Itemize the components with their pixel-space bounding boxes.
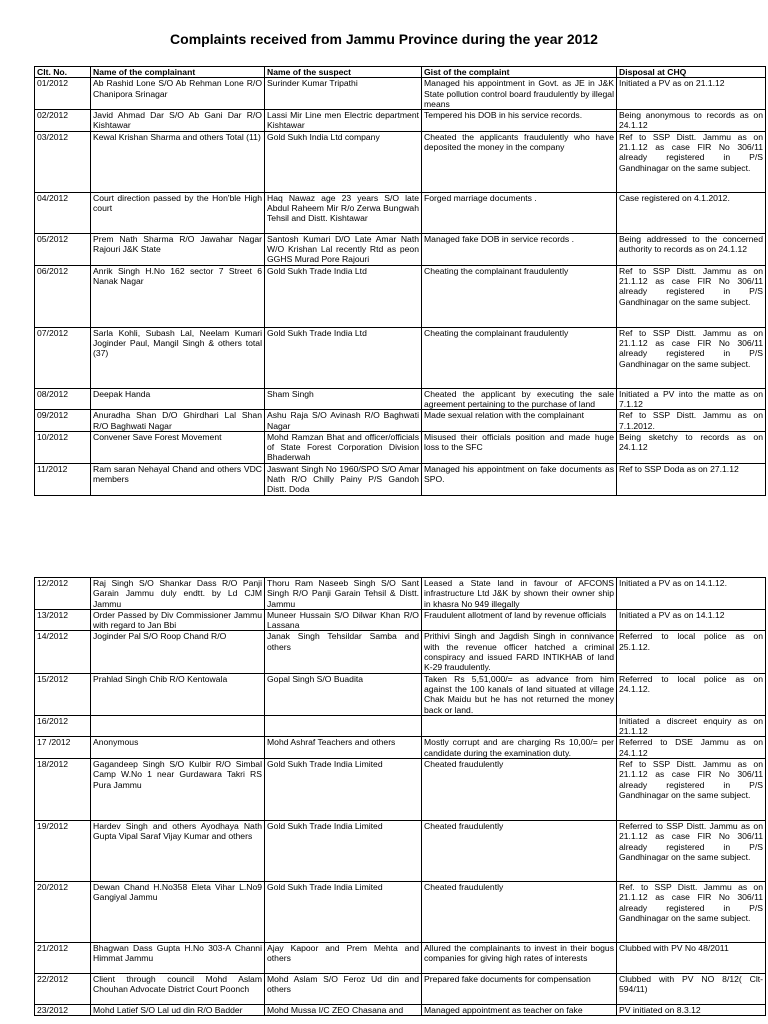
- cell-suspect: Haq Nawaz age 23 years S/O late Abdul Raheem Mir R/o Zerwa Bungwah Tehsil and Distt. Kishtawar: [265, 192, 422, 233]
- cell-clt-no: 09/2012: [35, 410, 91, 432]
- cell-complainant: [91, 715, 265, 737]
- cell-clt-no: 01/2012: [35, 78, 91, 110]
- table-row: [35, 431, 766, 463]
- cell-disposal: Initiated a PV into the matte as on 7.1.12: [617, 388, 766, 410]
- cell-suspect: Ashu Raja S/O Avinash R/O Baghwati Nagar: [265, 410, 422, 432]
- cell-complainant: Prahlad Singh Chib R/O Kentowala: [91, 673, 265, 715]
- cell-gist: Misused their officials position and made huge loss to the SFC: [422, 431, 617, 463]
- cell-complainant: Order Passed by Div Commissioner Jammu with regard to Jan Bbi: [91, 609, 265, 631]
- table-row: [35, 1005, 766, 1016]
- cell-disposal: Case registered on 4.1.2012.: [617, 192, 766, 233]
- table-row: [35, 715, 766, 737]
- cell-suspect: Gold Sukh Trade India Limited: [265, 759, 422, 821]
- cell-complainant: Ab Rashid Lone S/O Ab Rehman Lone R/O Chanipora Srinagar: [91, 78, 265, 110]
- cell-suspect: Mohd Ashraf Teachers and others: [265, 737, 422, 759]
- complaints-table-2: [34, 577, 766, 1016]
- cell-clt-no: 03/2012: [35, 131, 91, 192]
- cell-suspect: Gold Sukh Trade India Ltd: [265, 265, 422, 327]
- cell-disposal: Being anonymous to records as on 24.1.12: [617, 110, 766, 132]
- cell-clt-no: 07/2012: [35, 327, 91, 388]
- cell-disposal: Clubbed with PV No 48/2011: [617, 943, 766, 974]
- cell-suspect: Lassi Mir Line men Electric department Kishtawar: [265, 110, 422, 132]
- cell-clt-no: 05/2012: [35, 233, 91, 265]
- cell-complainant: Kewal Krishan Sharma and others Total (11): [91, 131, 265, 192]
- cell-gist: Fraudulent allotment of land by revenue officials: [422, 609, 617, 631]
- table-row: [35, 737, 766, 759]
- cell-complainant: Dewan Chand H.No358 Eleta Vihar L.No9 Gangiyal Jammu: [91, 882, 265, 943]
- cell-suspect: Mohd Aslam S/O Feroz Ud din and others: [265, 974, 422, 1005]
- cell-disposal: Being addressed to the concerned authority to records as on 24.1.12: [617, 233, 766, 265]
- cell-suspect: Sham Singh: [265, 388, 422, 410]
- cell-clt-no: 10/2012: [35, 431, 91, 463]
- cell-complainant: Raj Singh S/O Shankar Dass R/O Panji Garain Jammu duly endtt. by Ld CJM Jammu: [91, 578, 265, 610]
- cell-complainant: Client through council Mohd Aslam Chouhan Advocate District Court Poonch: [91, 974, 265, 1005]
- cell-disposal: Ref to SSP Distt. Jammu as on 21.1.12 as case FIR No 306/11 already registered in P/S Gandhinagar on the same subject.: [617, 327, 766, 388]
- cell-gist: Cheated the applicants fraudulently who have deposited the money in the company: [422, 131, 617, 192]
- cell-clt-no: 06/2012: [35, 265, 91, 327]
- cell-gist: Cheating the complainant fraudulently: [422, 265, 617, 327]
- table-row: [35, 233, 766, 265]
- cell-disposal: Referred to SSP Distt. Jammu as on 21.1.12 as case FIR No 306/11 already registered in P/S Gandhinagar on the same subject.: [617, 821, 766, 882]
- col-header-complainant: Name of the complainant: [91, 67, 265, 78]
- cell-suspect: Mohd Ramzan Bhat and officer/officials of State Forest Corporation Division Bhaderwah: [265, 431, 422, 463]
- cell-complainant: Joginder Pal S/O Roop Chand R/O: [91, 631, 265, 673]
- cell-gist: Cheated fraudulently: [422, 821, 617, 882]
- cell-clt-no: 16/2012: [35, 715, 91, 737]
- cell-gist: Prepared fake documents for compensation: [422, 974, 617, 1005]
- cell-gist: Prithivi Singh and Jagdish Singh in connivance with the revenue officer hatched a criminal conspiracy and issued FARD INTIKHAB of land K-29 fraudulently.: [422, 631, 617, 673]
- col-header-gist: Gist of the complaint: [422, 67, 617, 78]
- cell-gist: Managed his appointment in Govt. as JE in J&K State pollution control board fraudulently by illegal means: [422, 78, 617, 110]
- table-row: [35, 78, 766, 110]
- page-title: Complaints received from Jammu Province during the year 2012: [170, 31, 598, 47]
- cell-disposal: Initiated a PV as on 14.1.12: [617, 609, 766, 631]
- table-row: [35, 265, 766, 327]
- table-row: [35, 192, 766, 233]
- cell-gist: Tempered his DOB in his service records.: [422, 110, 617, 132]
- cell-complainant: Deepak Handa: [91, 388, 265, 410]
- cell-clt-no: 19/2012: [35, 821, 91, 882]
- cell-disposal: Ref to SSP Distt. Jammu as on 21.1.12 as case FIR No 306/11 already registered in P/S Gandhinagar on the same subject.: [617, 759, 766, 821]
- col-header-disposal: Disposal at CHQ: [617, 67, 766, 78]
- cell-gist: Managed appointment as teacher on fake: [422, 1005, 617, 1016]
- cell-disposal: Ref to SSP Distt. Jammu as on 21.1.12 as case FIR No 306/11 already registered in P/S Gandhinagar on the same subject.: [617, 265, 766, 327]
- cell-complainant: Anuradha Shan D/O Ghirdhari Lal Shan R/O Baghwati Nagar: [91, 410, 265, 432]
- cell-suspect: Gold Sukh Trade India Limited: [265, 821, 422, 882]
- cell-complainant: Anonymous: [91, 737, 265, 759]
- cell-disposal: Clubbed with PV NO 8/12( Clt-594/11): [617, 974, 766, 1005]
- cell-disposal: Initiated a PV as on 14.1.12.: [617, 578, 766, 610]
- cell-suspect: Janak Singh Tehsildar Samba and others: [265, 631, 422, 673]
- cell-clt-no: 23/2012: [35, 1005, 91, 1016]
- table-row: [35, 410, 766, 432]
- cell-disposal: Referred to local police as on 24.1.12.: [617, 673, 766, 715]
- cell-gist: Taken Rs 5,51,000/= as advance from him against the 100 kanals of land situated at village Chak Maidu but he has not returned the money back or land.: [422, 673, 617, 715]
- cell-complainant: Convener Save Forest Movement: [91, 431, 265, 463]
- table-row: [35, 131, 766, 192]
- table-row: [35, 327, 766, 388]
- cell-gist: Leased a State land in favour of AFCONS infrastructure Ltd J&K by shown their owner ship in khasra No 949 illegally: [422, 578, 617, 610]
- cell-complainant: Prem Nath Sharma R/O Jawahar Nagar Rajouri J&K State: [91, 233, 265, 265]
- cell-gist: Managed fake DOB in service records .: [422, 233, 617, 265]
- table-row: [35, 759, 766, 821]
- cell-clt-no: 11/2012: [35, 463, 91, 495]
- cell-suspect: Gold Sukh Trade India Limited: [265, 882, 422, 943]
- table-header-row: [35, 67, 766, 78]
- table-row: [35, 578, 766, 610]
- col-header-suspect: Name of the suspect: [265, 67, 422, 78]
- cell-complainant: Anrik Singh H.No 162 sector 7 Street 6 Nanak Nagar: [91, 265, 265, 327]
- cell-disposal: Referred to DSE Jammu as on 24.1.12: [617, 737, 766, 759]
- cell-disposal: Ref. to SSP Distt. Jammu as on 21.1.12 as case FIR No 306/11 already registered in P/S Gandhinagar on the same subject.: [617, 882, 766, 943]
- cell-clt-no: 12/2012: [35, 578, 91, 610]
- cell-clt-no: 20/2012: [35, 882, 91, 943]
- cell-clt-no: 17 /2012: [35, 737, 91, 759]
- cell-disposal: Initiated a discreet enquiry as on 21.1.12: [617, 715, 766, 737]
- cell-complainant: Court direction passed by the Hon'ble High court: [91, 192, 265, 233]
- cell-complainant: Javid Ahmad Dar S/O Ab Gani Dar R/O Kishtawar: [91, 110, 265, 132]
- cell-disposal: Ref to SSP Doda as on 27.1.12: [617, 463, 766, 495]
- complaints-table-1: [34, 66, 766, 496]
- cell-gist: Managed his appointment on fake documents as SPO.: [422, 463, 617, 495]
- cell-disposal: Initiated a PV as on 21.1.12: [617, 78, 766, 110]
- cell-disposal: Ref to SSP Distt. Jammu as on 7.1.2012.: [617, 410, 766, 432]
- col-header-clt-no: Clt. No.: [35, 67, 91, 78]
- cell-disposal: Ref to SSP Distt. Jammu as on 21.1.12 as case FIR No 306/11 already registered in P/S Gandhinagar on the same subject.: [617, 131, 766, 192]
- table-row: [35, 463, 766, 495]
- cell-disposal: Being sketchy to records as on 24.1.12: [617, 431, 766, 463]
- cell-suspect: Gopal Singh S/O Buadita: [265, 673, 422, 715]
- table-row: [35, 110, 766, 132]
- cell-disposal: PV initiated on 8.3.12: [617, 1005, 766, 1016]
- cell-suspect: Gold Sukh Trade India Ltd: [265, 327, 422, 388]
- cell-complainant: Bhagwan Dass Gupta H.No 303-A Channi Himmat Jammu: [91, 943, 265, 974]
- cell-complainant: Ram saran Nehayal Chand and others VDC members: [91, 463, 265, 495]
- cell-clt-no: 21/2012: [35, 943, 91, 974]
- cell-complainant: Mohd Latief S/O Lal ud din R/O Badder: [91, 1005, 265, 1016]
- cell-disposal: Referred to local police as on 25.1.12.: [617, 631, 766, 673]
- cell-complainant: Hardev Singh and others Ayodhaya Nath Gupta Vipal Saraf Vijay Kumar and others: [91, 821, 265, 882]
- table-row: [35, 974, 766, 1005]
- cell-clt-no: 18/2012: [35, 759, 91, 821]
- table-row: [35, 821, 766, 882]
- cell-suspect: Surinder Kumar Tripathi: [265, 78, 422, 110]
- cell-clt-no: 14/2012: [35, 631, 91, 673]
- cell-suspect: Ajay Kapoor and Prem Mehta and others: [265, 943, 422, 974]
- cell-gist: Forged marriage documents .: [422, 192, 617, 233]
- table-row: [35, 673, 766, 715]
- cell-gist: Mostly corrupt and are charging Rs 10,00/= per candidate during the examination duty.: [422, 737, 617, 759]
- cell-gist: Allured the complainants to invest in their bogus companies for giving high rates of interests: [422, 943, 617, 974]
- cell-gist: Made sexual relation with the complainant: [422, 410, 617, 432]
- cell-suspect: Thoru Ram Naseeb Singh S/O Sant Singh R/O Panji Garain Tehsil & Distt. Jammu: [265, 578, 422, 610]
- cell-suspect: Muneer Hussain S/O Dilwar Khan R/O Lassana: [265, 609, 422, 631]
- cell-clt-no: 15/2012: [35, 673, 91, 715]
- table-row: [35, 388, 766, 410]
- cell-clt-no: 13/2012: [35, 609, 91, 631]
- cell-clt-no: 08/2012: [35, 388, 91, 410]
- cell-gist: Cheated the applicant by executing the sale agreement pertaining to the purchase of land: [422, 388, 617, 410]
- cell-gist: Cheated fraudulently: [422, 759, 617, 821]
- cell-clt-no: 02/2012: [35, 110, 91, 132]
- table-row: [35, 631, 766, 673]
- cell-suspect: Santosh Kumari D/O Late Amar Nath W/O Krishan Lal recently Rtd as peon GGHS Murad Pore Rajouri: [265, 233, 422, 265]
- table-row: [35, 609, 766, 631]
- cell-suspect: Mohd Mussa I/C ZEO Chasana and: [265, 1005, 422, 1016]
- cell-clt-no: 22/2012: [35, 974, 91, 1005]
- cell-clt-no: 04/2012: [35, 192, 91, 233]
- table-row: [35, 943, 766, 974]
- cell-gist: Cheating the complainant fraudulently: [422, 327, 617, 388]
- cell-suspect: [265, 715, 422, 737]
- cell-gist: [422, 715, 617, 737]
- cell-complainant: Sarla Kohli, Subash Lal, Neelam Kumari Joginder Paul, Mangil Singh & others total (37): [91, 327, 265, 388]
- cell-suspect: Jaswant Singh No 1960/SPO S/O Amar Nath R/O Chilly Painy P/S Gandoh Distt. Doda: [265, 463, 422, 495]
- cell-suspect: Gold Sukh India Ltd company: [265, 131, 422, 192]
- cell-gist: Cheated fraudulently: [422, 882, 617, 943]
- table-row: [35, 882, 766, 943]
- cell-complainant: Gagandeep Singh S/O Kulbir R/O Simbal Camp W.No 1 near Gurdawara Takri RS Pura Jammu: [91, 759, 265, 821]
